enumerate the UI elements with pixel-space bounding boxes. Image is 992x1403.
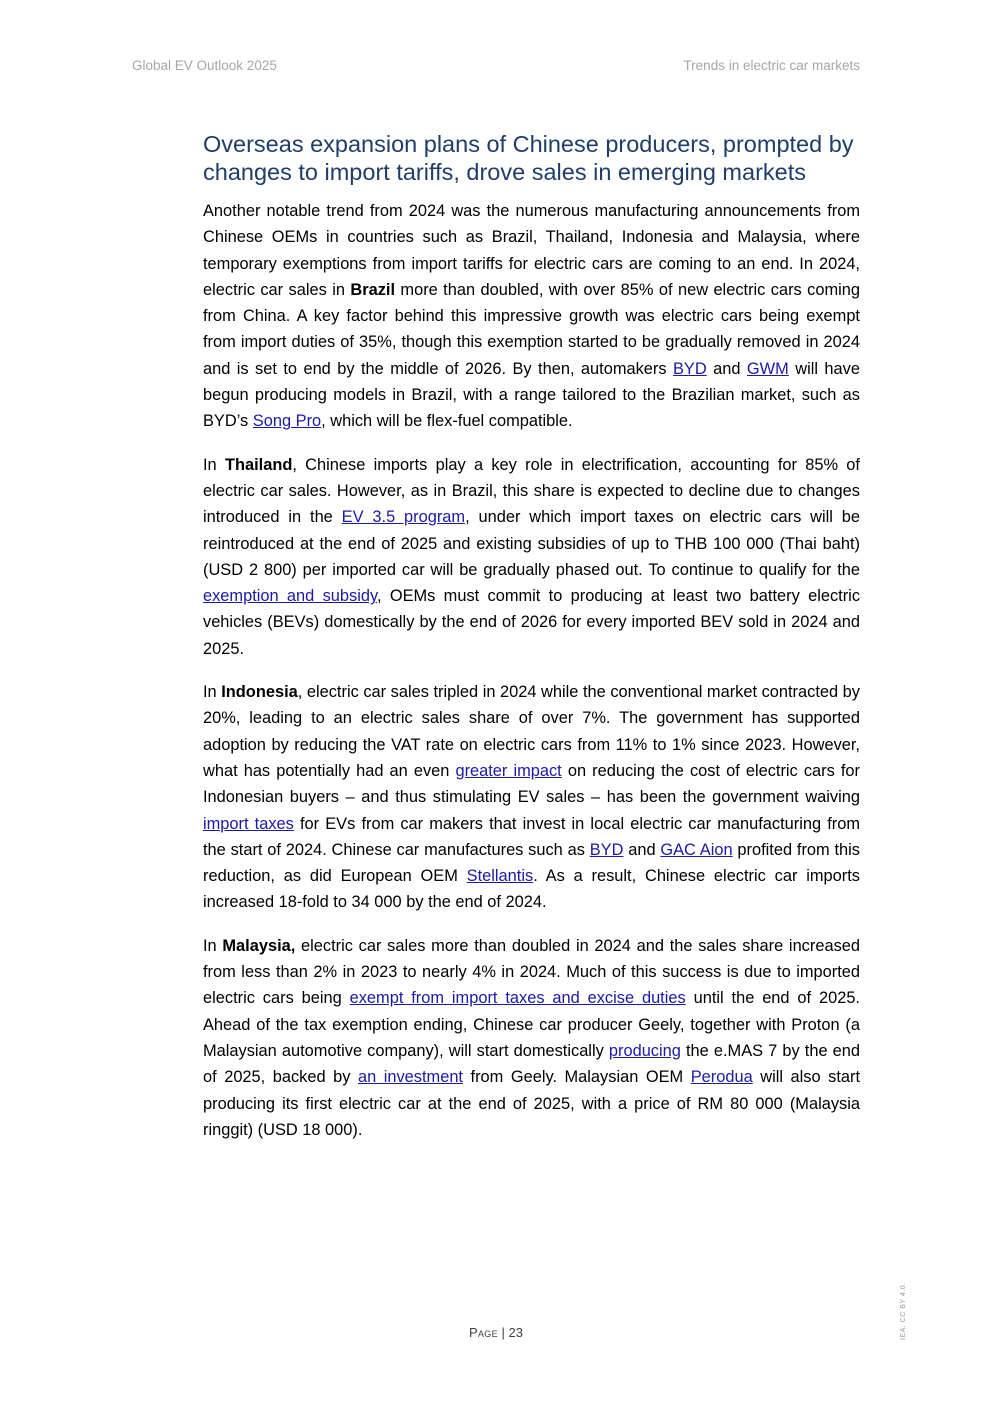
bold-country: Indonesia [221,683,298,702]
text: profited from this reduction, as did European OEM [203,840,860,886]
paragraph-thailand [203,452,860,662]
text: . As a result, Chinese electric car imports increased 18-fold to 34 000 by the end of 2024. [203,867,860,912]
text: , under which import taxes on electric cars will be reintroduced at the end of 2025 and existing subsidies of up to THB 100 000 (Thai baht) (USD 2 800) per imported car will be gradually phased out. To continue to qualify for the [203,508,861,579]
bold-country: Thailand [224,455,293,474]
link-gac-aion[interactable]: GAC Aion [660,840,733,859]
text: will have begun producing models in Brazil, with a range tailored to the Brazilian market, such as BYD’s [203,359,860,431]
link-producing[interactable]: producing [608,1041,681,1060]
text: and [706,359,747,378]
link-ev-program[interactable]: EV 3.5 program [341,508,466,527]
chapter-title: Trends in electric car markets [683,58,860,73]
text: Another notable trend from 2024 was the numerous manufacturing announcements from Chinese OEMs in countries such as Brazil, Thailand, Indonesia and Malaysia, where temporary exemptions from import tariffs for electric cars are coming to an end. In 2024, electric car sales in [203,202,860,299]
paragraph-malaysia [203,933,860,1143]
text: , Chinese imports play a key role in electrification, accounting for 85% of electric car sales. However, as in Brazil, this share is expected to decline due to changes introduced in the [203,455,860,527]
link-stellantis[interactable]: Stellantis [466,867,534,886]
link-byd[interactable]: BYD [673,359,707,378]
link-perodua[interactable]: Perodua [690,1068,753,1087]
text: , electric car sales tripled in 2024 while the conventional market contracted by 20%, leading to an electric sales share of over 7%. The government has supported adoption by reducing the VAT rate on electric cars from 11% to 1% since 2023. However, what has potentially had an even [203,683,860,780]
page-footer [0,1325,992,1340]
link-byd-indonesia[interactable]: BYD [589,840,624,859]
running-header [132,58,860,76]
text: until the end of 2025. Ahead of the tax exemption ending, Chinese car producer Geely, together with Proton (a Malaysian automotive company), will start domestically [203,989,860,1060]
section-heading: Overseas expansion plans of Chinese producers, prompted by changes to import tariffs, drove sales in emerging markets [203,131,854,185]
page-number: 23 [508,1325,523,1340]
link-greater-impact[interactable]: greater impact [455,761,562,780]
text: In [203,455,225,474]
license-note: IEA. CC BY 4.0. [900,1282,907,1340]
text: on reducing the cost of electric cars for Indonesian buyers – and thus stimulating EV sales – has been the government waiving [203,761,861,807]
text: and [623,840,661,859]
document-title: Global EV Outlook 2025 [132,58,277,73]
text: from Geely. Malaysian OEM [463,1068,691,1087]
text: , OEMs must commit to producing at least two battery electric vehicles (BEVs) domestically by the end of 2026 for every imported BEV sold in 2024 and 2025. [203,587,861,658]
link-exemption-subsidy[interactable]: exemption and subsidy [203,587,377,606]
text: In [203,936,223,955]
bold-country: Brazil [350,280,396,299]
link-exempt-import-taxes[interactable]: exempt from import taxes and excise duties [349,989,686,1008]
bold-country: Malaysia, [222,936,296,955]
link-import-taxes[interactable]: import taxes [203,814,294,833]
text: more than doubled, with over 85% of new electric cars coming from China. A key factor behind this impressive growth was electric cars being exempt from import duties of 35%, though this exemption started to be gradually removed in 2024 and is set to end by the middle of 2026. By then, automakers [203,280,860,378]
text: , which will be flex-fuel compatible. [321,412,573,431]
text: electric car sales more than doubled in 2024 and the sales share increased from less than 2% in 2023 to nearly 4% in 2024. Much of this success is due to imported electric cars being [203,936,860,1008]
link-an-investment[interactable]: an investment [357,1068,463,1087]
paragraph-indonesia [203,679,860,916]
paragraph-brazil [203,198,860,435]
link-gwm[interactable]: GWM [746,359,789,378]
text: for EVs from car makers that invest in local electric car manufacturing from the start of 2024. Chinese car manufactures such as [203,814,860,859]
page-content [203,130,860,1160]
text: In [203,683,222,702]
link-song-pro[interactable]: Song Pro [252,412,322,431]
text: will also start producing its first electric car at the end of 2025, with a price of RM 80 000 (Malaysia ringgit) (USD 18 000). [203,1068,860,1139]
page-word: Page [469,1325,498,1340]
text: the e.MAS 7 by the end of 2025, backed by [203,1041,860,1087]
page-separator: | [497,1325,509,1340]
